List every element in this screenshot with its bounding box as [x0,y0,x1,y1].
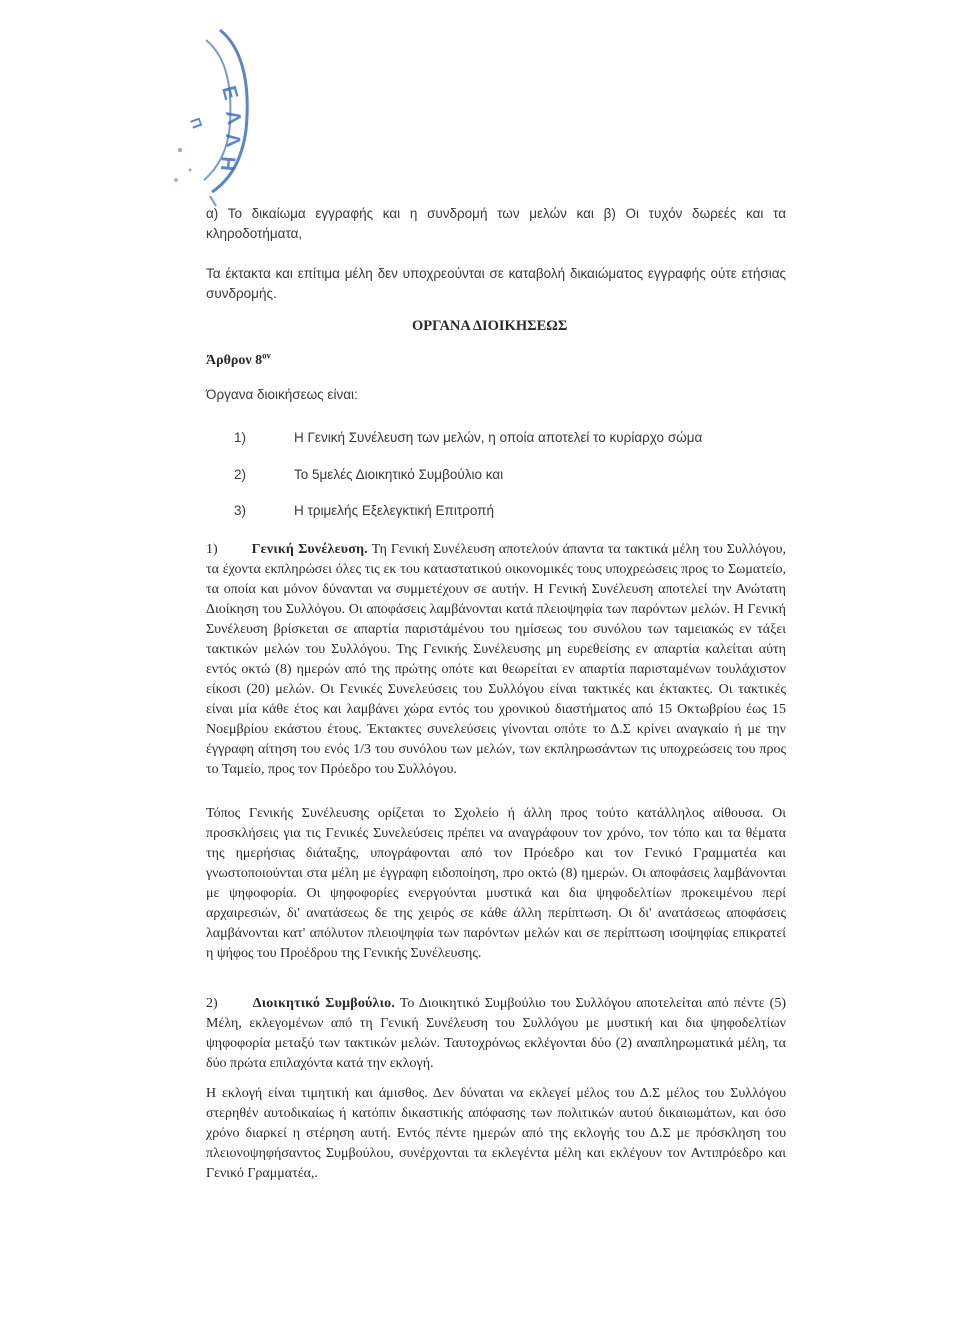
extra-members-text: Τα έκτακτα και επίτιμα μέλη δεν υποχρεούνται σε καταβολή δικαιώματος εγγραφής ούτε ετήσιας συνδρομής. [206,266,786,301]
organs-intro: Όργανα διοικήσεως είναι: [206,387,358,402]
board-title: Διοικητικό Συμβούλιο. [252,996,396,1011]
seal-stamp-icon [150,20,260,210]
svg-text:Η: Η [215,155,239,172]
rights-text: α) Το δικαίωμα εγγραφής και η συνδρομή των μελών και β) Οι τυχόν δωρεές και τα κληροδοτήματα, [206,206,786,241]
general-assembly-text: Τη Γενική Συνέλευση αποτελούν άπαντα τα τακτικά μέλη του Συλλόγου, τα έχοντα εκπληρώσει όλες τις εκ του καταστατικού οικονομικές τους υποχρεώσεις προς το Σωματείο, τα οποία και μόνον δύνανται να συμμετέχουν σε αυτήν. Η Γενική Συνέλευση αποτελεί την Ανώτατη Διοίκηση του Συλλόγου. Οι αποφάσεις λαμβάνονται κατά πλειοψηφία των παρόντων μελών. Η Γενική Συνέλευση βρίσκεται σε απαρτία παριστάμένου του ημίσεως του συνόλου των ταμειακώς εν τάξει τακτικών μελών του Συλλόγου. Της Γενικής Συνέλευσης μη ευρεθείσης εν απαρτία καλείται αύτη εντός οκτώ (8) ημερών από της πρώτης οπότε και θεωρείται εν απαρτία παρισταμένων τουλάχιστον είκοσι (20) μελών. Οι Γενικές Συνελεύσεις του Συλλόγου είναι τακτικές και έκτακτες. Οι τακτικές είναι μία κάθε έτος και λαμβάνει χώρα εντός του χρονικού διαστήματος από 15 Οκτωβρίου έως 15 Νοεμβρίου εκάστου έτους. Έκτακτες συνελεύσεις γίνονται οπότε το Δ.Σ κρίνει αναγκαίο ή με την έγγραφη αίτηση του ενός 1/3 του συνόλου των μελών, των εκπληρωσάντων τις υποχρεώσεις του προς το Ταμείο, προς τον Πρόεδρο του Συλλόγου. [206,542,786,777]
organ-number: 3) [234,503,247,518]
organ-text: Η Γενική Συνέλευση των μελών, η οποία αποτελεί το κυρίαρχο σώμα [294,430,703,445]
general-assembly-number: 1) [206,542,218,557]
rights-paragraph [206,204,786,244]
organ-text: Το 5μελές Διοικητικό Συμβούλιο και [294,467,504,482]
article-label: Άρθρον 8 [206,353,263,368]
extra-members-paragraph [206,264,786,304]
svg-text:Λ: Λ [221,109,246,127]
board-number: 2) [206,996,218,1011]
article-number [206,350,271,369]
board-paragraph [206,994,786,1074]
article-superscript: ον [262,350,271,361]
svg-text:Π: Π [187,115,206,131]
organ-number: 1) [234,430,247,445]
svg-text:Λ: Λ [221,132,245,148]
assembly-place-text: Τόπος Γενικής Συνέλευσης ορίζεται το Σχολείο ή άλλη προς τούτο κατάλληλος αίθουσα. Οι προσκλήσεις για τις Γενικές Συνελεύσεις πρέπει να αναγράφουν τον χρόνο, τον τόπο και τα θέματα της ημερήσιας διάταξης, υπογράφονται από τον Πρόεδρο και τον Γενικό Γραμματέα και γνωστοποιούνται στα μέλη με έγγραφη ειδοποίηση, προ οκτώ (8) ημερών. Οι αποφάσεις λαμβάνονται με ψηφοφορία. Οι ψηφοφορίες ενεργούνται μυστικά και δια ψηφοδελτίων προκειμένου περί αρχαιρεσιών, δι' ανατάσεως δε της χειρός σε κάθε άλλη περίπτωση. Οι δι' ανατάσεως αποφάσεις λαμβάνονται κατ' απόλυτον πλειοψηφία των παρόντων μελών και σε περίπτωση ισοψηφίας επικρατεί η ψήφος του Προέδρου της Γενικής Συνέλευσης. [206,806,786,961]
svg-text:Ε: Ε [217,83,242,103]
general-assembly-title: Γενική Συνέλευση. [251,542,368,557]
organ-number: 2) [234,467,247,482]
board-honorary-paragraph [206,1084,786,1184]
assembly-place-paragraph [206,804,786,964]
general-assembly-paragraph [206,540,786,780]
board-honorary-text: Η εκλογή είναι τιμητική και άμισθος. Δεν δύναται να εκλεγεί μέλος του Δ.Σ μέλος του Συλλόγου στερηθέν αυτοδικαίως ή κατόπιν δικαστικής απόφασης των πολιτικών αυτού δικαιωμάτων, και όσο χρόνο διαρκεί η στέρηση αυτή. Εντός πέντε ημερών από της εκλογής του Δ.Σ με πρόσκληση του πλειονοψηφήσαντος Συμβούλου, συνέρχονται τα εκλεγέντα μέλη και εκλέγουν τον Αντιπρόεδρο και Γενικό Γραμματέα,. [206,1086,786,1181]
organ-text: Η τριμελής Εξελεγκτική Επιτροπή [294,503,494,518]
section-title: ΟΡΓΑΝΑ ΔΙΟΙΚΗΣΕΩΣ [412,318,568,334]
board-text: Το Διοικητικό Συμβούλιο του Συλλόγου αποτελείται από πέντε (5) Μέλη, εκλεγομένων από τη Γενική Συνέλευση του Συλλόγου με μυστική και δια ψηφοδελτίων ψηφοφορία μεταξύ των τακτικών μελών. Ταυτοχρόνως εκλέγονται δύο (2) αναπληρωματικά μέλη, τα δύο πρώτα επιλαχόντα κατά την εκλογή. [206,996,786,1071]
